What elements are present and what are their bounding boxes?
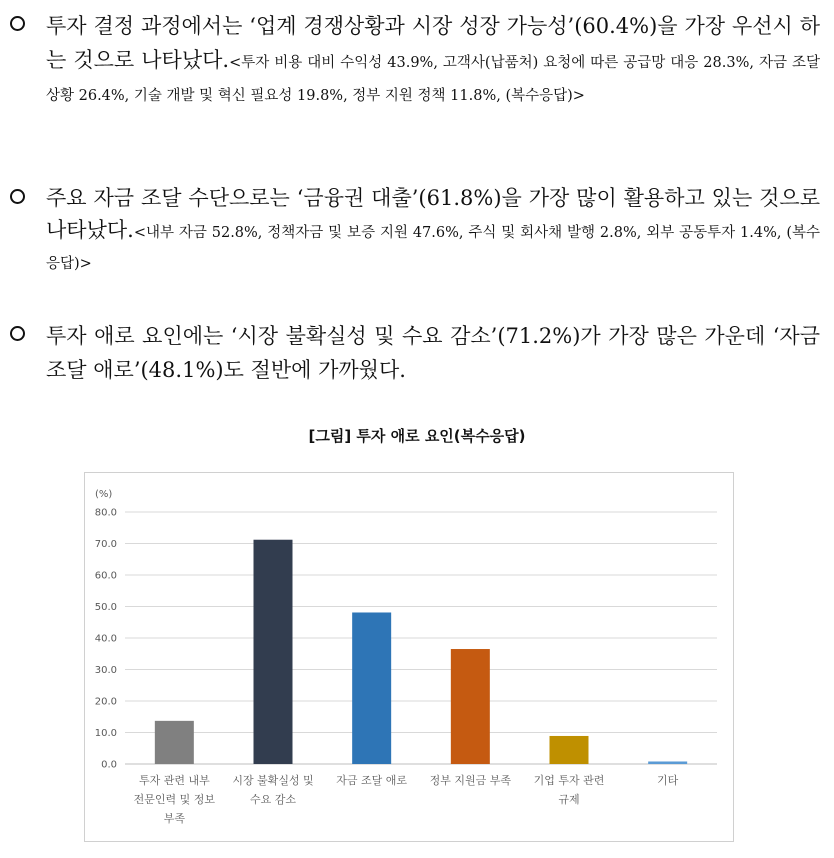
y-axis-unit-label: (%)	[95, 489, 113, 500]
x-category-label: 기업 투자 관련	[533, 774, 605, 787]
bar	[550, 736, 589, 764]
paragraph-text	[46, 183, 820, 279]
figure-title: [그림] 투자 애로 요인(복수응답)	[308, 427, 526, 445]
bar-chart-svg	[85, 473, 733, 841]
y-tick-label: 50.0	[94, 602, 117, 613]
circle-bullet-icon	[10, 326, 25, 341]
paragraph-main-text: 투자 애로 요인에는 ‘시장 불확실성 및 수요 감소’(71.2%)가 가장 많은 가운데 ‘자금 조달 애로’(48.1%)도 절반에 가까웠다.	[46, 324, 820, 382]
bar-chart	[84, 472, 734, 842]
x-category-label: 수요 감소	[249, 793, 297, 806]
y-tick-label: 70.0	[94, 539, 117, 550]
circle-bullet-icon	[10, 16, 25, 31]
y-tick-label: 80.0	[94, 507, 117, 519]
x-category-label: 기타	[657, 774, 679, 787]
paragraph-text	[46, 320, 820, 388]
x-category-label: 자금 조달 애로	[336, 774, 408, 787]
x-category-label: 규제	[558, 793, 580, 806]
paragraph-text	[46, 10, 820, 112]
bar	[254, 540, 293, 764]
bar	[648, 761, 687, 764]
y-tick-label: 20.0	[94, 696, 117, 708]
paragraph-2	[10, 183, 820, 279]
y-tick-label: 30.0	[94, 665, 117, 676]
bar	[352, 612, 391, 764]
paragraph-detail-text: <내부 자금 52.8%, 정책자금 및 보증 지원 47.6%, 주식 및 회사채 발행 2.8%, 외부 공동투자 1.4%, (복수응답)>	[46, 225, 820, 272]
circle-bullet-icon	[10, 189, 25, 204]
y-tick-label: 40.0	[94, 633, 117, 645]
x-category-label: 전문인력 및 정보	[133, 793, 216, 806]
bar	[451, 649, 490, 764]
paragraph-main-text: 주요 자금 조달 수단으로는 ‘금융권 대출’(61.8%)을 가장 많이 활용하고 있는 것으로 나타났다.	[46, 186, 820, 242]
paragraph-detail-text: <투자 비용 대비 수익성 43.9%, 고객사(납품처) 요청에 따른 공급망 대응 28.3%, 자금 조달 상황 26.4%, 기술 개발 및 혁신 필요성 19.8%, 정부 지원 정책 11.8%, (복수응답)>	[46, 55, 820, 104]
bar	[155, 721, 194, 764]
x-category-label: 투자 관련 내부	[138, 774, 210, 787]
paragraph-1	[10, 10, 820, 112]
paragraph-main-text: 투자 결정 과정에서는 ‘업계 경쟁상황과 시장 성장 가능성’(60.4%)을 가장 우선시 하는 것으로 나타났다.	[46, 14, 820, 72]
y-tick-label: 10.0	[94, 728, 117, 739]
y-tick-label: 60.0	[94, 570, 117, 582]
paragraph-3	[10, 320, 820, 388]
x-category-label: 시장 불확실성 및	[232, 774, 314, 787]
y-tick-label: 0.0	[101, 759, 117, 771]
x-category-label: 정부 지원금 부족	[429, 774, 512, 787]
x-category-label: 부족	[163, 812, 185, 825]
